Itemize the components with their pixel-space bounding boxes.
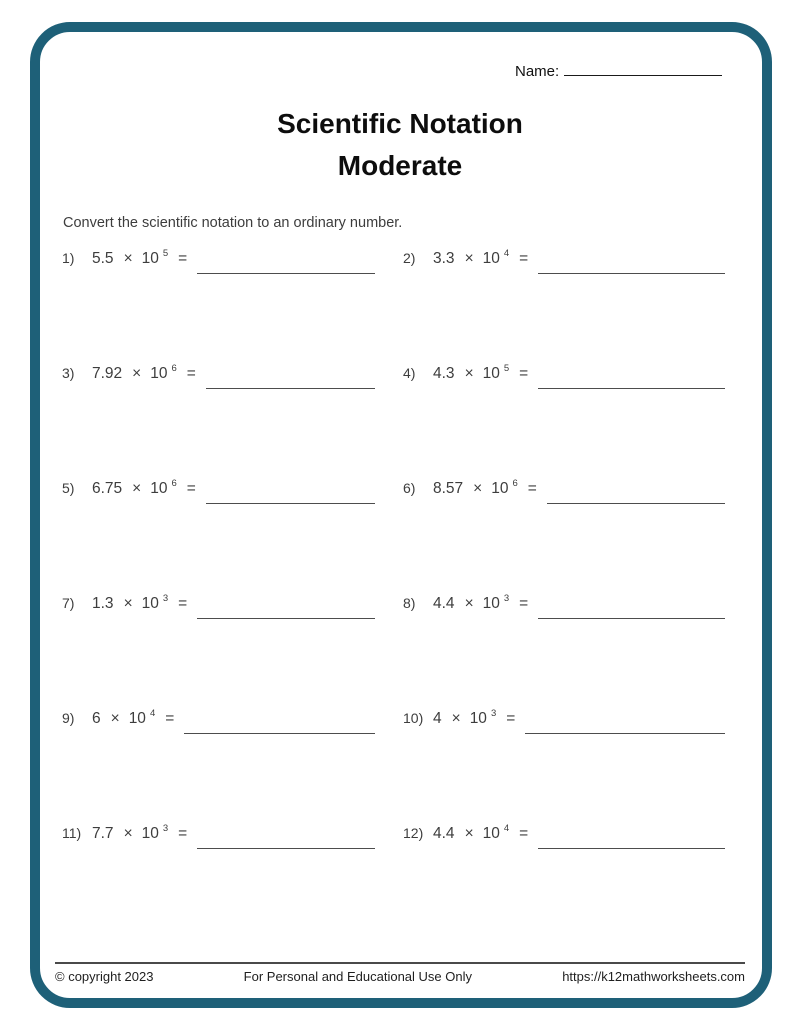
answer-blank-line[interactable]: [184, 710, 375, 734]
multiplication-sign: ×: [123, 250, 133, 267]
equals-sign: =: [506, 710, 516, 727]
footer-divider: [55, 962, 745, 964]
name-row: [515, 60, 722, 80]
multiplication-sign: ×: [132, 365, 142, 382]
problem-item: [62, 825, 403, 849]
problem-base: 10: [141, 825, 159, 842]
problem-exponent: 4: [149, 708, 156, 719]
problem-number: 7): [62, 595, 75, 611]
instruction-text: Convert the scientific notation to an ordinary number.: [63, 215, 403, 231]
answer-blank-line[interactable]: [538, 250, 725, 274]
multiplication-sign: ×: [473, 480, 483, 497]
equals-sign: =: [527, 480, 537, 497]
problem-exponent: 3: [162, 593, 169, 604]
answer-blank-line[interactable]: [197, 595, 375, 619]
problem-item: [62, 480, 403, 504]
name-input-line[interactable]: [564, 60, 722, 76]
problem-base: 10: [482, 250, 500, 267]
problem-coefficient: 6.75: [92, 480, 123, 497]
problem-item: [403, 825, 728, 849]
equals-sign: =: [519, 825, 529, 842]
equals-sign: =: [186, 480, 196, 497]
problem-base: 10: [482, 595, 500, 612]
problem-number: 4): [403, 365, 416, 381]
problem-number: 10): [403, 710, 424, 726]
equals-sign: =: [178, 595, 188, 612]
footer: [55, 969, 745, 984]
answer-blank-line[interactable]: [197, 825, 375, 849]
answer-blank-line[interactable]: [547, 480, 725, 504]
problem-item: [403, 480, 728, 504]
problem-coefficient: 4.4: [433, 595, 455, 612]
problem-coefficient: 8.57: [433, 480, 464, 497]
problem-base: 10: [482, 365, 500, 382]
answer-blank-line[interactable]: [538, 825, 725, 849]
title-line-1: Scientific Notation: [277, 108, 523, 139]
problem-exponent: 6: [171, 363, 177, 374]
problem-coefficient: 1.3: [92, 595, 114, 612]
multiplication-sign: ×: [464, 365, 474, 382]
problem-number: 9): [62, 710, 75, 726]
answer-blank-line[interactable]: [206, 365, 375, 389]
problem-coefficient: 4: [433, 710, 442, 727]
answer-blank-line[interactable]: [206, 480, 375, 504]
problem-number: 3): [62, 365, 75, 381]
problem-item: [403, 250, 728, 274]
problem-exponent: 3: [503, 593, 510, 604]
problem-item: [403, 365, 728, 389]
problem-coefficient: 5.5: [92, 250, 114, 267]
problem-exponent: 6: [512, 478, 518, 489]
name-label: Name:: [515, 63, 560, 80]
equals-sign: =: [186, 365, 196, 382]
problem-coefficient: 7.92: [92, 365, 123, 382]
problem-item: [62, 595, 403, 619]
problem-exponent: 5: [162, 248, 169, 259]
problem-coefficient: 4.4: [433, 825, 455, 842]
multiplication-sign: ×: [464, 595, 474, 612]
problem-base: 10: [128, 710, 146, 727]
multiplication-sign: ×: [464, 250, 474, 267]
problem-number: 8): [403, 595, 416, 611]
multiplication-sign: ×: [123, 825, 133, 842]
equals-sign: =: [178, 250, 188, 267]
equals-sign: =: [178, 825, 188, 842]
answer-blank-line[interactable]: [525, 710, 725, 734]
problem-item: [62, 710, 403, 734]
answer-blank-line[interactable]: [197, 250, 375, 274]
problem-base: 10: [482, 825, 500, 842]
problem-base: 10: [491, 480, 509, 497]
problem-exponent: 6: [171, 478, 177, 489]
answer-blank-line[interactable]: [538, 365, 725, 389]
problem-base: 10: [150, 480, 168, 497]
footer-usage-note: For Personal and Educational Use Only: [243, 969, 473, 984]
problem-exponent: 4: [503, 823, 510, 834]
problem-exponent: 3: [162, 823, 169, 834]
problem-coefficient: 3.3: [433, 250, 455, 267]
multiplication-sign: ×: [132, 480, 142, 497]
problem-number: 5): [62, 480, 75, 496]
title-line-2: Moderate: [337, 150, 463, 181]
problems-grid: [62, 250, 728, 940]
problem-exponent: 4: [503, 248, 510, 259]
page-title: [0, 103, 800, 187]
multiplication-sign: ×: [110, 710, 120, 727]
problem-exponent: 3: [490, 708, 497, 719]
problem-exponent: 5: [503, 363, 510, 374]
problem-base: 10: [150, 365, 168, 382]
problem-number: 11): [62, 825, 82, 841]
multiplication-sign: ×: [123, 595, 133, 612]
problem-coefficient: 7.7: [92, 825, 114, 842]
footer-copyright: © copyright 2023: [55, 969, 154, 984]
problem-coefficient: 4.3: [433, 365, 455, 382]
problem-base: 10: [141, 250, 159, 267]
problem-item: [62, 365, 403, 389]
problem-item: [62, 250, 403, 274]
problem-base: 10: [141, 595, 159, 612]
equals-sign: =: [165, 710, 175, 727]
equals-sign: =: [519, 595, 529, 612]
problem-number: 2): [403, 250, 416, 266]
problem-coefficient: 6: [92, 710, 101, 727]
equals-sign: =: [519, 250, 529, 267]
answer-blank-line[interactable]: [538, 595, 725, 619]
footer-url-link[interactable]: https://k12mathworksheets.com: [562, 969, 745, 984]
problem-number: 12): [403, 825, 424, 841]
problem-number: 6): [403, 480, 416, 496]
equals-sign: =: [519, 365, 529, 382]
problem-item: [403, 710, 728, 734]
problem-item: [403, 595, 728, 619]
multiplication-sign: ×: [464, 825, 474, 842]
problem-base: 10: [469, 710, 487, 727]
multiplication-sign: ×: [451, 710, 461, 727]
problem-number: 1): [62, 250, 75, 266]
